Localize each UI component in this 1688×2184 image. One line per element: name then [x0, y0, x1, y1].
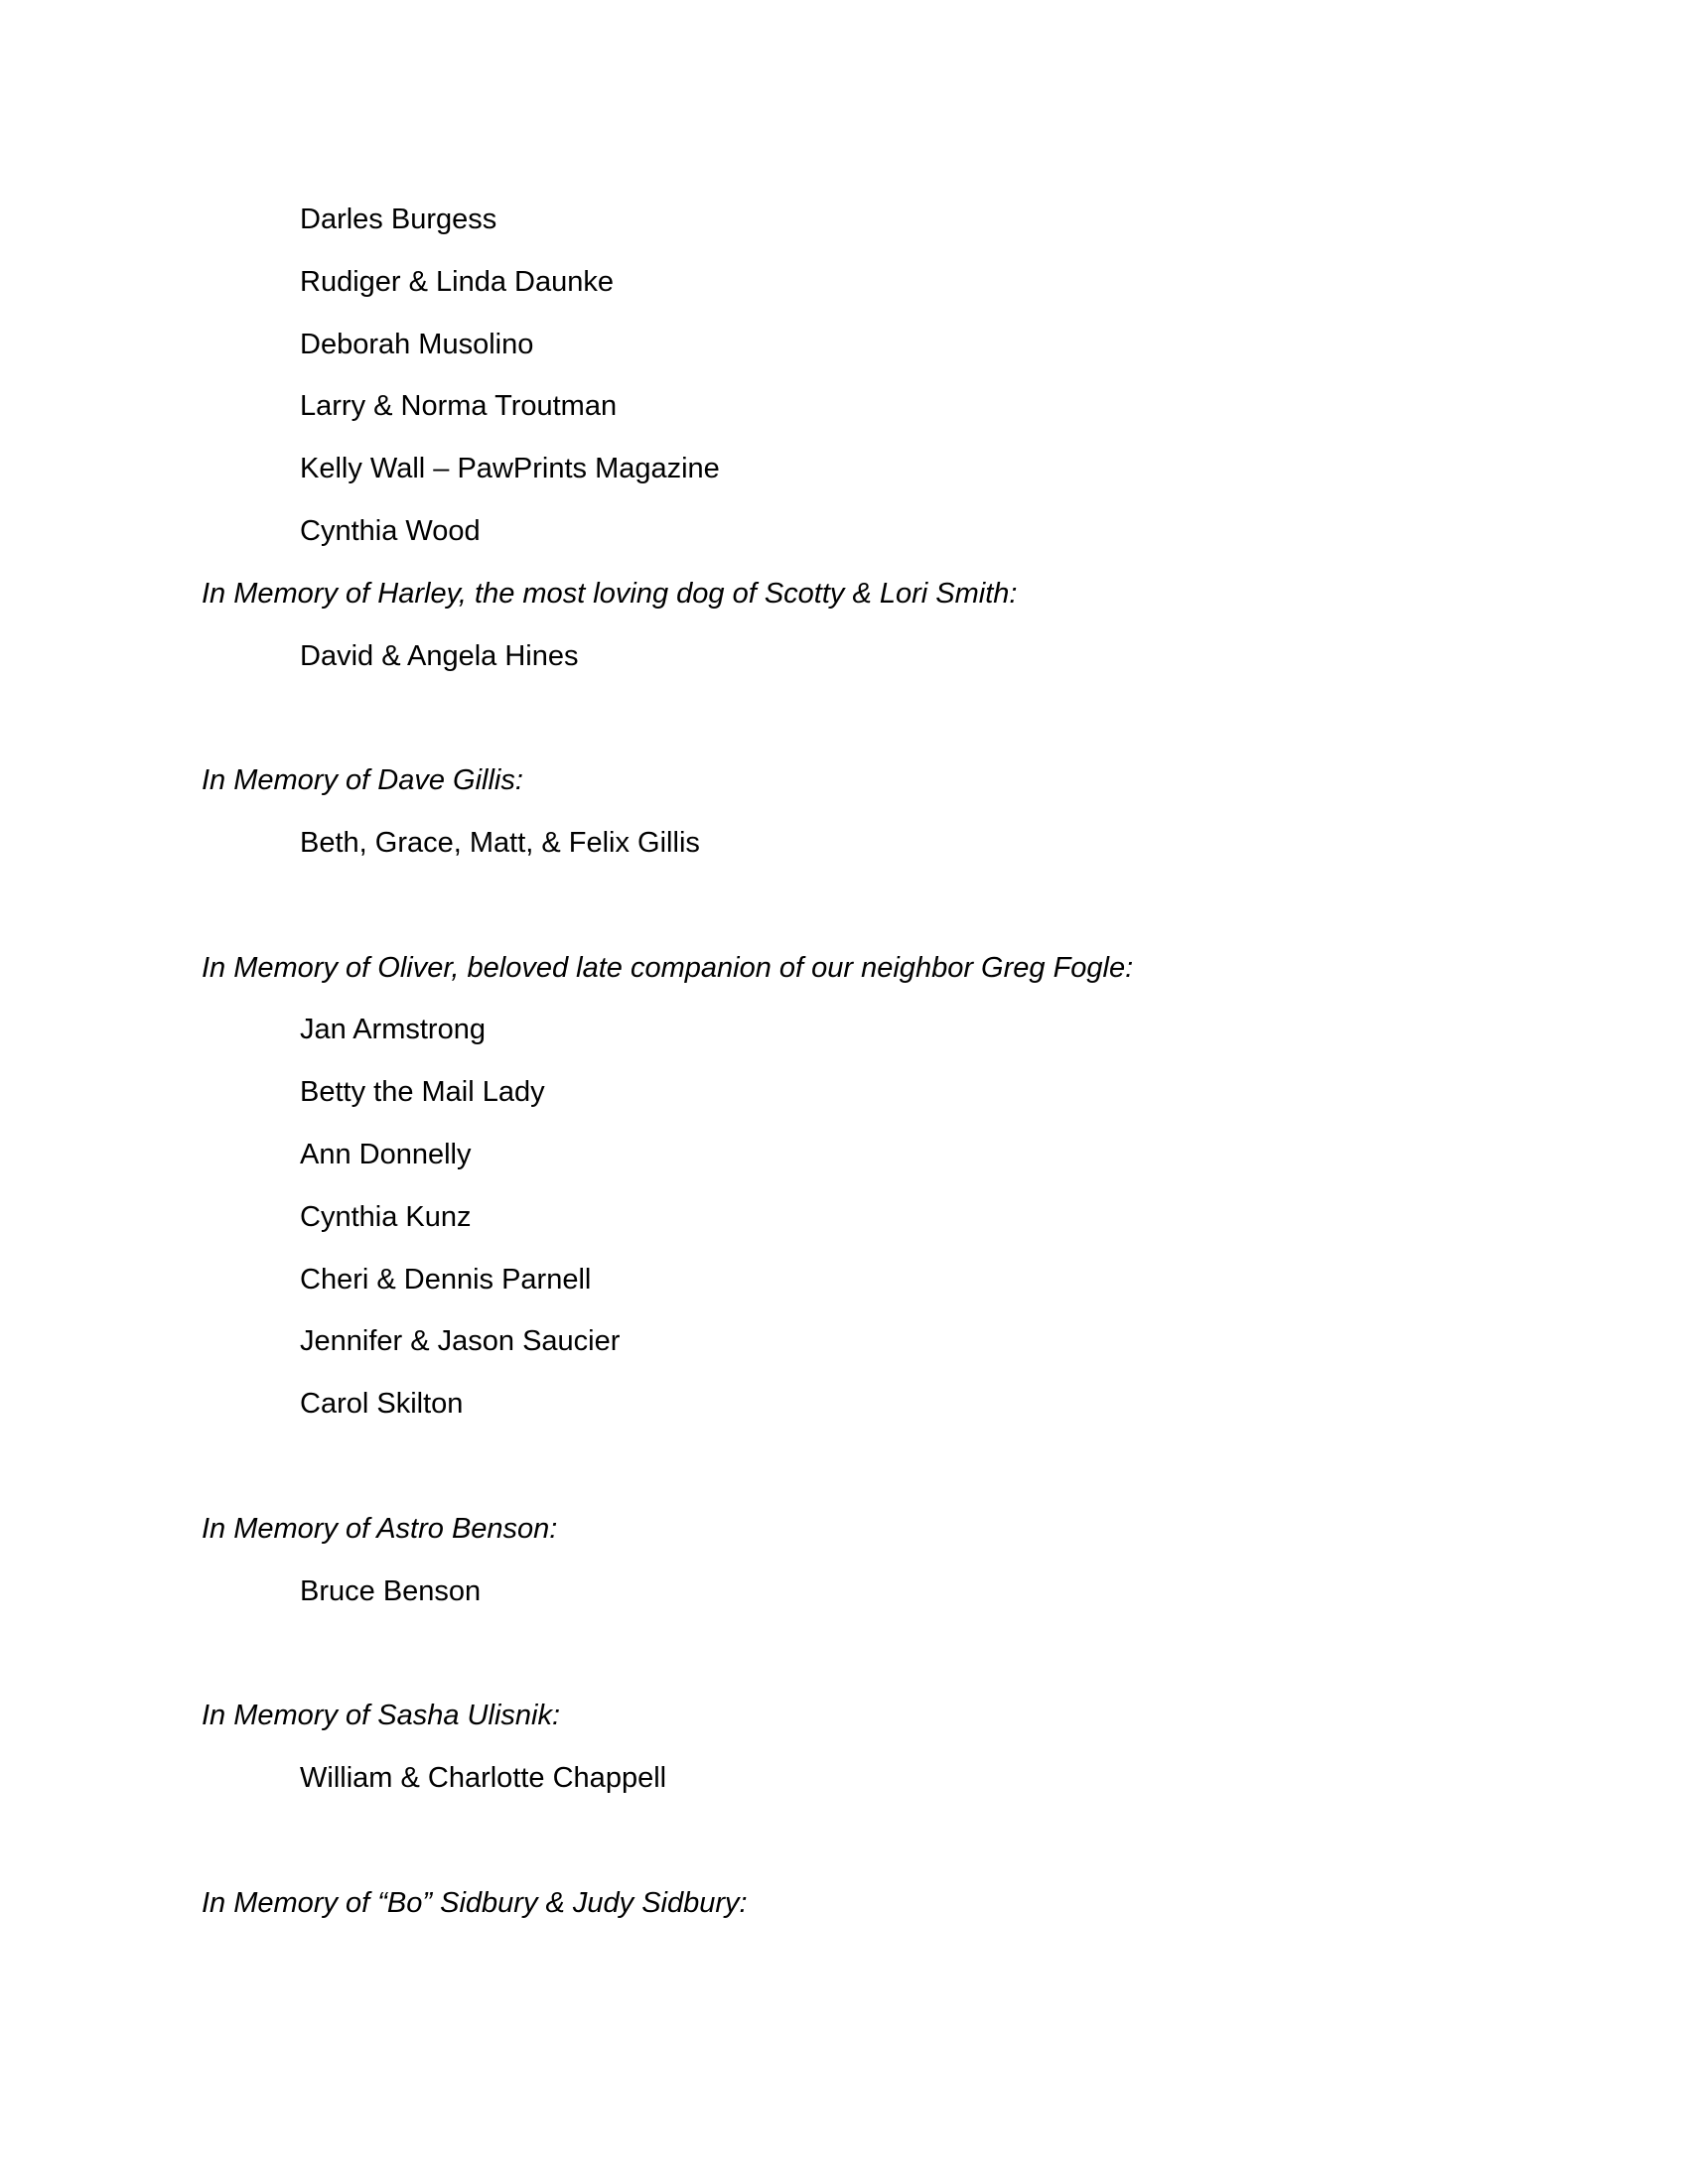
- memorial-heading: In Memory of Oliver, beloved late companion of our neighbor Greg Fogle:: [202, 951, 1134, 984]
- memorial-heading: In Memory of Astro Benson:: [202, 1512, 558, 1545]
- donor-name: Cheri & Dennis Parnell: [300, 1263, 592, 1296]
- donor-name: Kelly Wall – PawPrints Magazine: [300, 453, 720, 485]
- donor-name: Carol Skilton: [300, 1388, 464, 1421]
- memorial-heading: In Memory of “Bo” Sidbury & Judy Sidbury:: [202, 1886, 748, 1919]
- memorial-heading: In Memory of Harley, the most loving dog of Scotty & Lori Smith:: [202, 577, 1018, 610]
- donor-name: Bruce Benson: [300, 1574, 482, 1607]
- blank-line: [0, 1631, 1688, 1694]
- donor-name: Rudiger & Linda Daunke: [300, 265, 614, 298]
- donor-name: Cynthia Kunz: [300, 1200, 472, 1233]
- donor-name: Betty the Mail Lady: [300, 1076, 545, 1109]
- donor-name: William & Charlotte Chappell: [300, 1761, 667, 1794]
- donor-name: Jan Armstrong: [300, 1014, 486, 1046]
- donor-name: Cynthia Wood: [300, 514, 481, 547]
- donor-name: Jennifer & Jason Saucier: [300, 1325, 621, 1358]
- donor-name: Darles Burgess: [300, 204, 497, 235]
- donor-name: Larry & Norma Troutman: [300, 390, 618, 423]
- donor-name: Deborah Musolino: [300, 328, 534, 360]
- donor-name: David & Angela Hines: [300, 639, 579, 672]
- blank-line: [0, 1444, 1688, 1507]
- donor-name: Ann Donnelly: [300, 1138, 472, 1170]
- memorial-heading: In Memory of Dave Gillis:: [202, 764, 523, 797]
- memorial-heading: In Memory of Sasha Ulisnik:: [202, 1700, 561, 1732]
- blank-line: [0, 884, 1688, 946]
- donor-name: Beth, Grace, Matt, & Felix Gillis: [300, 826, 700, 859]
- blank-line: [0, 696, 1688, 758]
- blank-line: [0, 1819, 1688, 1881]
